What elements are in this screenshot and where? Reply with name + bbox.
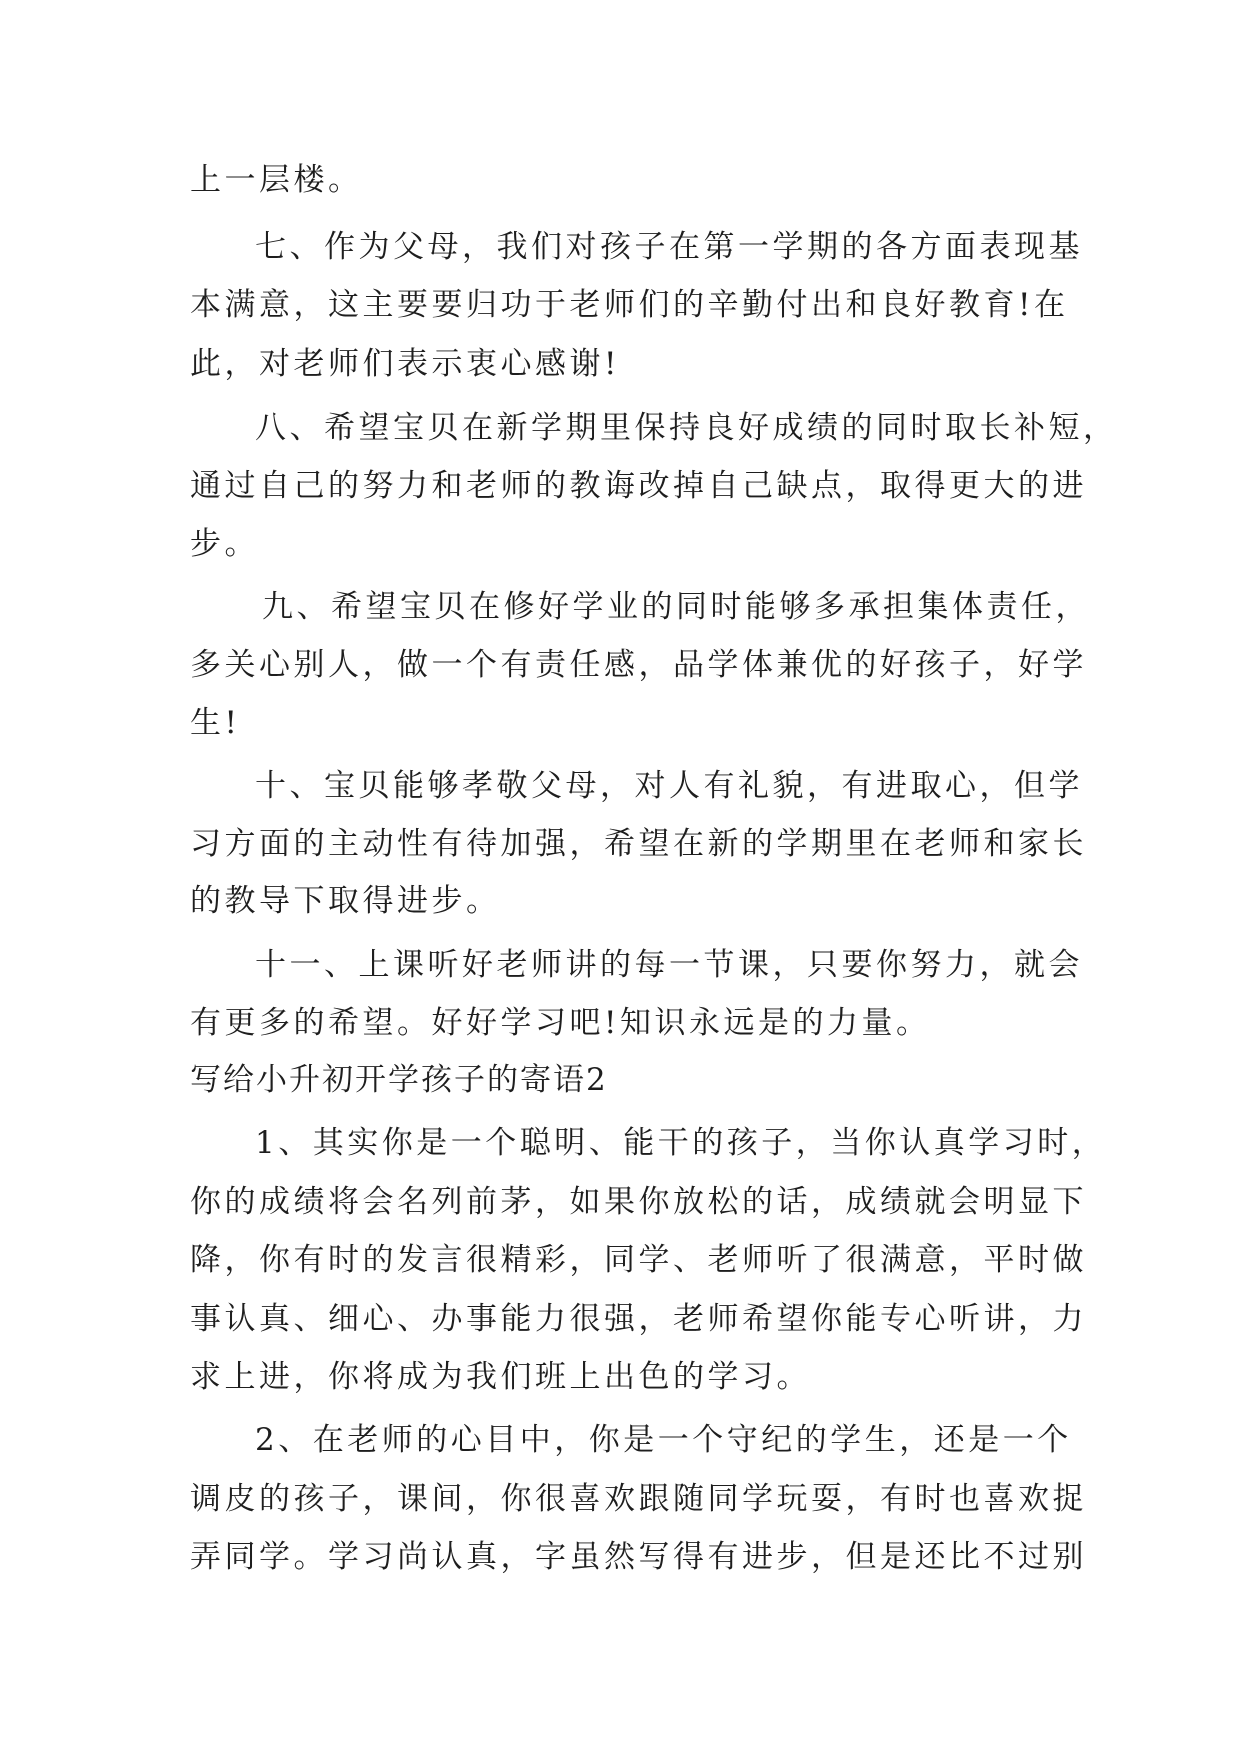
text-line: 调皮的孩子，课间，你很喜欢跟随同学玩耍，有时也喜欢捉 [190,1481,1087,1517]
paragraph-one-line: 1、其实你是一个聪明、能干的孩子，当你认真学习时， [255,1125,1107,1161]
text-line: 习方面的主动性有待加强，希望在新的学期里在老师和家长 [190,826,1087,862]
paragraph-seven-line: 七、作为父母，我们对孩子在第一学期的各方面表现基 [255,229,1083,265]
paragraph-two-line: 2、在老师的心目中，你是一个守纪的学生，还是一个 [255,1422,1072,1458]
text-line: 弄同学。学习尚认真，字虽然写得有进步，但是还比不过别 [190,1539,1087,1575]
text-line: 的教导下取得进步。 [190,883,501,919]
text-line: 多关心别人，做一个有责任感，品学体兼优的好孩子，好学 [190,647,1087,683]
paragraph-eight-line: 八、希望宝贝在新学期里保持良好成绩的同时取长补短， [255,410,1118,446]
text-line: 通过自己的努力和老师的教诲改掉自己缺点，取得更大的进 [190,468,1087,504]
text-line: 求上进，你将成为我们班上出色的学习。 [190,1359,811,1395]
paragraph-nine-line: 九、希望宝贝在修好学业的同时能够多承担集体责任， [262,589,1090,625]
text-line: 你的成绩将会名列前茅，如果你放松的话，成绩就会明显下 [190,1184,1087,1220]
section-heading: 写给小升初开学孩子的寄语2 [190,1062,608,1098]
text-line: 生! [190,705,241,741]
text-line: 步。 [190,526,259,562]
paragraph-ten-line: 十、宝贝能够孝敬父母，对人有礼貌，有进取心，但学 [255,768,1083,804]
paragraph-eleven-line: 十一、上课听好老师讲的每一节课，只要你努力，就会 [255,947,1083,983]
text-line: 本满意，这主要要归功于老师们的辛勤付出和良好教育!在 [190,287,1069,323]
text-line: 降，你有时的发言很精彩，同学、老师听了很满意，平时做 [190,1242,1087,1278]
text-line: 此，对老师们表示衷心感谢! [190,346,620,382]
text-line: 事认真、细心、办事能力很强，老师希望你能专心听讲，力 [190,1301,1087,1337]
text-line: 上一层楼。 [190,162,363,198]
text-line: 有更多的希望。好好学习吧!知识永远是的力量。 [190,1005,931,1041]
